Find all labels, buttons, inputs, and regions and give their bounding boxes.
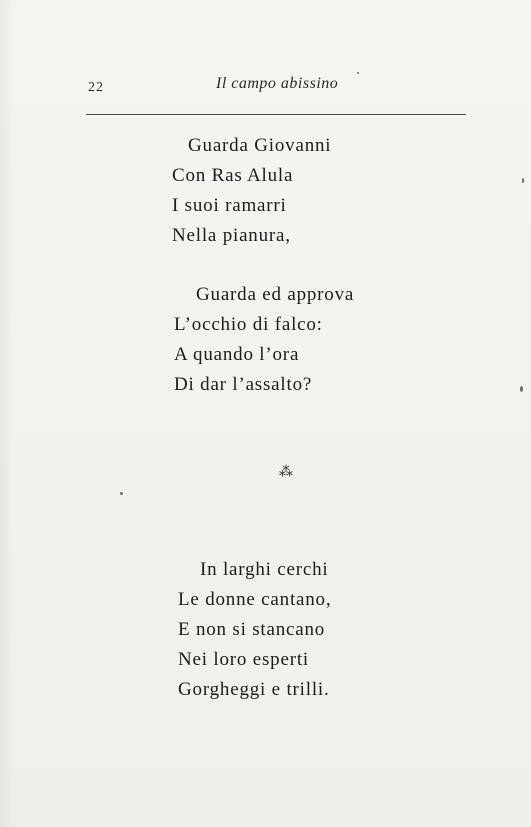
paper-speck	[120, 492, 123, 495]
paper-speck	[522, 178, 524, 183]
running-title: Il campo abissino	[216, 75, 339, 92]
stanza-2	[174, 280, 354, 400]
verse-line: Guarda Giovanni	[188, 135, 332, 156]
verse-line: I suoi ramarri	[172, 195, 287, 216]
verse-line: L’occhio di falco:	[174, 314, 323, 335]
verse-line: Nei loro esperti	[178, 649, 309, 670]
stanza-1	[172, 131, 331, 251]
header-rule	[86, 114, 466, 115]
verse-line: In larghi cerchi	[200, 559, 329, 580]
page-number: 22	[88, 80, 104, 95]
verse-line: Di dar l’assalto?	[174, 374, 313, 395]
verse-line: Le donne cantano,	[178, 589, 332, 610]
page-header	[88, 72, 468, 98]
verse-line: Con Ras Alula	[172, 165, 294, 186]
paper-speck	[520, 386, 523, 392]
stanza-3	[178, 555, 331, 705]
verse-line: Nella pianura,	[172, 225, 291, 246]
paper-speck	[357, 72, 359, 74]
verse-line: A quando l’ora	[174, 344, 300, 365]
section-separator-icon: ⁂	[279, 465, 293, 480]
verse-line: Guarda ed approva	[196, 284, 355, 305]
verse-line: E non si stancano	[178, 619, 326, 640]
verse-line: Gorgheggi e trilli.	[178, 679, 330, 700]
